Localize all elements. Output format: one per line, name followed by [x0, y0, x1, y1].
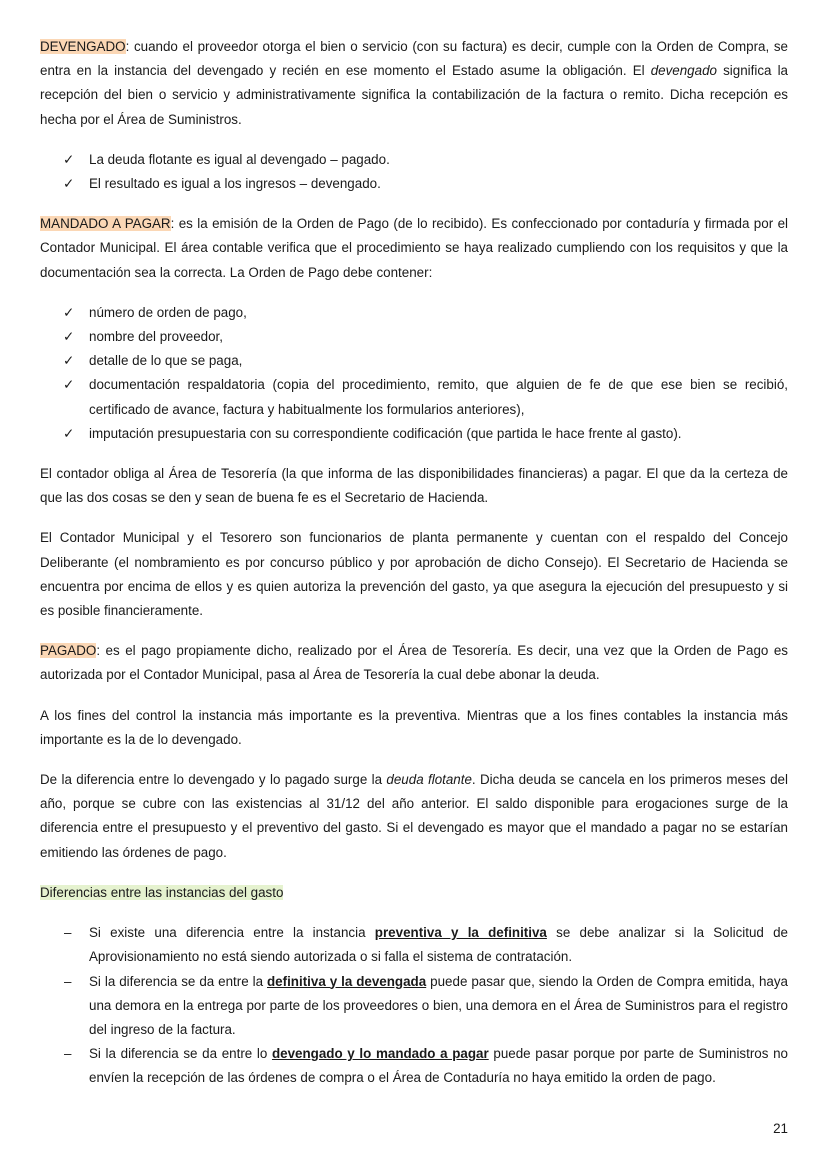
dash-icon: –: [64, 1046, 72, 1062]
dash-list-diferencias: [40, 921, 788, 1090]
list-item: [40, 1042, 788, 1090]
list-item-text: número de orden de pago,: [89, 304, 247, 320]
check-icon: ✓: [63, 353, 75, 369]
list-item: [40, 373, 788, 421]
paragraph-text: significa la recepción del bien o servicio y administrativamente significa la contabilización de la factura o remito. Dicha recepción es hecha por el Área de Suministros.: [40, 63, 788, 127]
list-item: [40, 148, 788, 172]
emphasis-text: devengado y lo mandado a pagar: [271, 1046, 489, 1062]
paragraph-devengado: [40, 35, 788, 132]
page-number: 21: [773, 1121, 788, 1136]
paragraph-mandado-a-pagar: [40, 212, 788, 285]
list-item-text: documentación respaldatoria (copia del procedimiento, remito, que alguien de fe de que ese bien se recibió, certificado de avance, factura y habitualmente los formularios anteriores),: [89, 377, 788, 417]
paragraph-pagado: [40, 639, 788, 687]
paragraph-text: : cuando el proveedor otorga el bien o servicio (con su factura) es decir, cumple con la Orden de Compra, se entra en la instancia del devengado y recién en ese momento el Estado asume la obligación. El: [40, 39, 788, 79]
list-item: [40, 349, 788, 373]
list-item-text: puede pasar que, siendo la Orden de Compra emitida, haya una demora en la entrega por parte de los proveedores o bien, una demora en el Área de Suministros para el registro del ingreso de la factura.: [89, 973, 789, 1037]
check-icon: ✓: [63, 329, 75, 345]
term-devengado: DEVENGADO: [40, 39, 126, 54]
list-item: [40, 325, 788, 349]
paragraph-control: A los fines del control la instancia más importante es la preventiva. Mientras que a los fines contables la instancia más importante es la de lo devengado.: [40, 707, 788, 747]
list-item: [40, 921, 788, 969]
list-item-text: detalle de lo que se paga,: [89, 353, 243, 369]
italic-term: devengado: [650, 63, 717, 79]
paragraph-text: De la diferencia entre lo devengado y lo pagado surge la: [40, 772, 387, 788]
term-pagado: PAGADO: [40, 643, 97, 659]
list-item: [40, 172, 788, 196]
term-mandado-a-pagar: MANDADO A PAGAR: [40, 216, 171, 232]
section-heading: [40, 881, 788, 905]
list-item: [40, 301, 788, 325]
check-icon: ✓: [63, 176, 75, 192]
list-item: [40, 970, 788, 1043]
paragraph-contador: El contador obliga al Área de Tesorería (la que informa de las disponibilidades financieras) a pagar. El que da la certeza de que las dos cosas se den y sean de buena fe es el Secretario de Hacienda.: [40, 466, 788, 506]
check-icon: ✓: [63, 377, 75, 393]
section-heading-text: Diferencias entre las instancias del gasto: [40, 884, 284, 900]
list-item-text: La deuda flotante es igual al devengado – pagado.: [89, 151, 390, 167]
paragraph-text: . Dicha deuda se cancela en los primeros meses del año, porque se cubre con las existencias al 31/12 del año anterior. El saldo disponible para erogaciones surge de la diferencia entre el presupuesto y el preventivo del gasto. Si el devengado es mayor que el mandado a pagar no se estarían emitiendo las órdenes de pago.: [40, 772, 788, 860]
emphasis-text: preventiva y la definitiva: [374, 925, 547, 941]
paragraph-deuda-flotante: [40, 768, 788, 865]
list-item-text: El resultado es igual a los ingresos – devengado.: [89, 176, 381, 192]
check-icon: ✓: [63, 151, 75, 167]
list-item-text: nombre del proveedor,: [89, 329, 223, 345]
check-icon: ✓: [63, 425, 75, 441]
list-item-text: imputación presupuestaria con su correspondiente codificación (que partida le hace frente al gasto).: [89, 425, 682, 441]
list-item-text: Si existe una diferencia entre la instancia: [89, 925, 375, 941]
dash-icon: –: [64, 925, 72, 941]
emphasis-text: definitiva y la devengada: [267, 973, 427, 989]
check-icon: ✓: [63, 304, 75, 320]
italic-term: deuda flotante: [386, 772, 472, 788]
list-item: [40, 422, 788, 446]
checklist-deuda: [40, 148, 788, 196]
dash-icon: –: [64, 973, 72, 989]
list-item-text: Si la diferencia se da entre lo: [89, 1046, 272, 1062]
list-item-text: puede pasar porque por parte de Suministros no envíen la recepción de las órdenes de compra o el Área de Contaduría no haya emitido la orden de pago.: [89, 1046, 788, 1086]
list-item-text: se debe analizar si la Solicitud de Aprovisionamiento no está siendo autorizada o si falla el sistema de contratación.: [89, 925, 789, 965]
paragraph-text: : es el pago propiamente dicho, realizado por el Área de Tesorería. Es decir, una vez que la Orden de Pago es autorizada por el Contador Municipal, pasa al Área de Tesorería la cual debe abonar la deuda.: [40, 643, 788, 683]
paragraph-funcionarios: El Contador Municipal y el Tesorero son funcionarios de planta permanente y cuentan con el respaldo del Concejo Deliberante (el nombramiento es por concurso público y por aprobación de dicho Consejo). El Secretario de Hacienda se encuentra por encima de ellos y es quien autoriza la prevención del gasto, ya que asegura la ejecución del presupuesto y si es posible financieramente.: [40, 530, 788, 619]
paragraph-text: : es la emisión de la Orden de Pago (de lo recibido). Es confeccionado por contaduría y firmada por el Contador Municipal. El área contable verifica que el procedimiento se haya realizado cumpliendo con los requisitos y que la documentación sea la correcta. La Orden de Pago debe contener:: [40, 216, 788, 280]
list-item-text: Si la diferencia se da entre la: [89, 973, 267, 989]
document-page: [40, 35, 788, 1107]
checklist-orden-de-pago: [40, 301, 788, 446]
